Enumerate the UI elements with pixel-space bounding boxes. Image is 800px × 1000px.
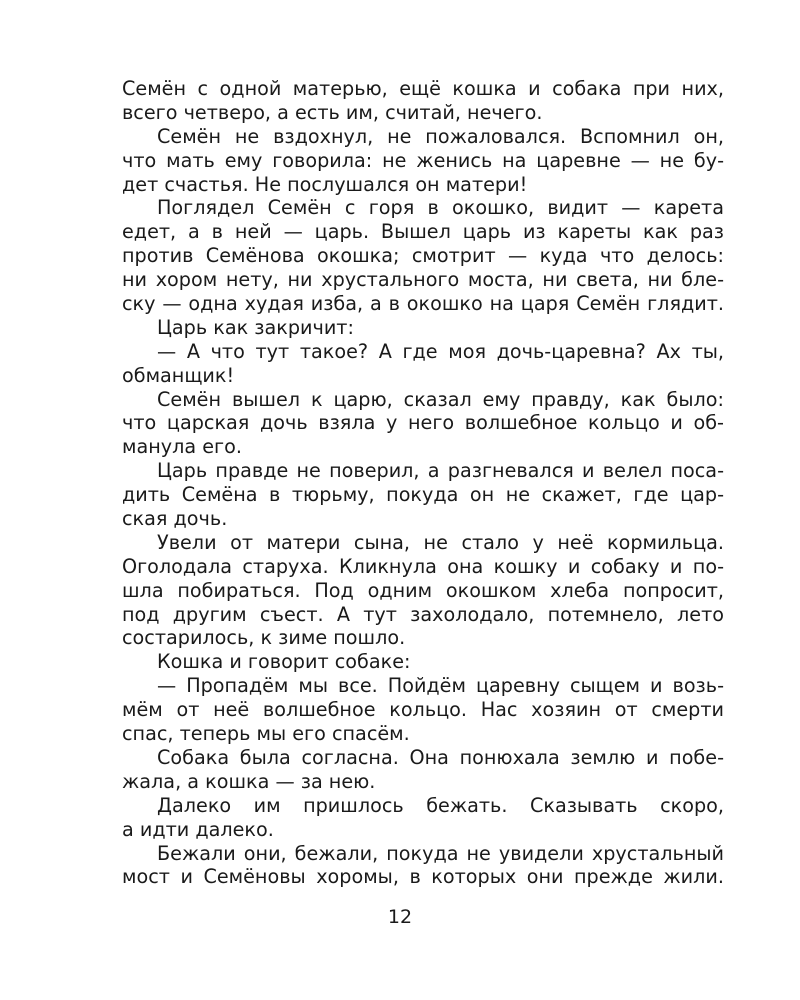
text-line: а идти далеко. [122,817,274,841]
text-line: что царская дочь взяла у него волшебное кольцо и об- [122,411,724,435]
text-line: спас, теперь мы его спасём. [122,722,410,746]
text-line: Семён вышел к царю, сказал ему правду, как было: [157,387,724,411]
text-line: мост и Семёновы хоромы, в которых они прежде жили. [122,865,724,889]
text-line: Собака была согласна. Она понюхала землю и побе- [157,745,724,769]
page-number: 12 [387,906,413,928]
text-line: Царь как закричит: [157,315,354,339]
text-line: ни хором нету, ни хрустального моста, ни света, ни бле- [122,268,724,292]
text-line: ская дочь. [122,507,228,531]
text-line: дить Семёна в тюрьму, покуда он не скажет, где цар- [122,483,724,507]
text-line: под другим съест. А тут захолодало, потемнело, лето [122,602,724,626]
text-line: мём от неё волшебное кольцо. Нас хозяин от смерти [122,698,724,722]
text-line: — Пропадём мы все. Пойдём царевну сыщем и возь- [157,674,724,698]
text-line: шла побираться. Под одним окошком хлеба попросит, [122,578,724,602]
text-line: что мать ему говорила: не женись на царевне — не бу- [122,148,724,172]
text-line: дет счастья. Не послушался он матери! [122,172,528,196]
text-line: едет, а в ней — царь. Вышел царь из кареты как раз [122,220,724,244]
text-line: Царь правде не поверил, а разгневался и велел поса- [157,459,724,483]
text-line: манула его. [122,435,242,459]
body-text [122,77,724,889]
text-line: Бежали они, бежали, покуда не увидели хрустальный [157,841,724,865]
text-line: Оголодала старуха. Кликнула она кошку и собаку и по- [122,554,724,578]
text-line: Поглядел Семён с горя в окошко, видит — карета [157,196,724,220]
text-line: ску — одна худая изба, а в окошко на царя Семён глядит. [122,292,724,316]
text-line: всего четверо, а есть им, считай, нечего. [122,100,543,124]
text-line: Далеко им пришлось бежать. Сказывать скоро, [157,793,724,817]
text-line: Кошка и говорит собаке: [157,650,411,674]
text-line: Увели от матери сына, не стало у неё кормильца. [157,530,724,554]
text-line: жала, а кошка — за нею. [122,769,376,793]
text-line: Семён с одной матерью, ещё кошка и собака при них, [122,77,724,100]
text-line: обманщик! [122,363,235,387]
text-line: состарилось, к зиме пошло. [122,626,406,650]
text-line: против Семёнова окошка; смотрит — куда что делось: [122,244,724,268]
text-line: Семён не вздохнул, не пожаловался. Вспомнил он, [157,124,724,148]
text-line: — А что тут такое? А где моя дочь-царевна? Ах ты, [157,339,724,363]
